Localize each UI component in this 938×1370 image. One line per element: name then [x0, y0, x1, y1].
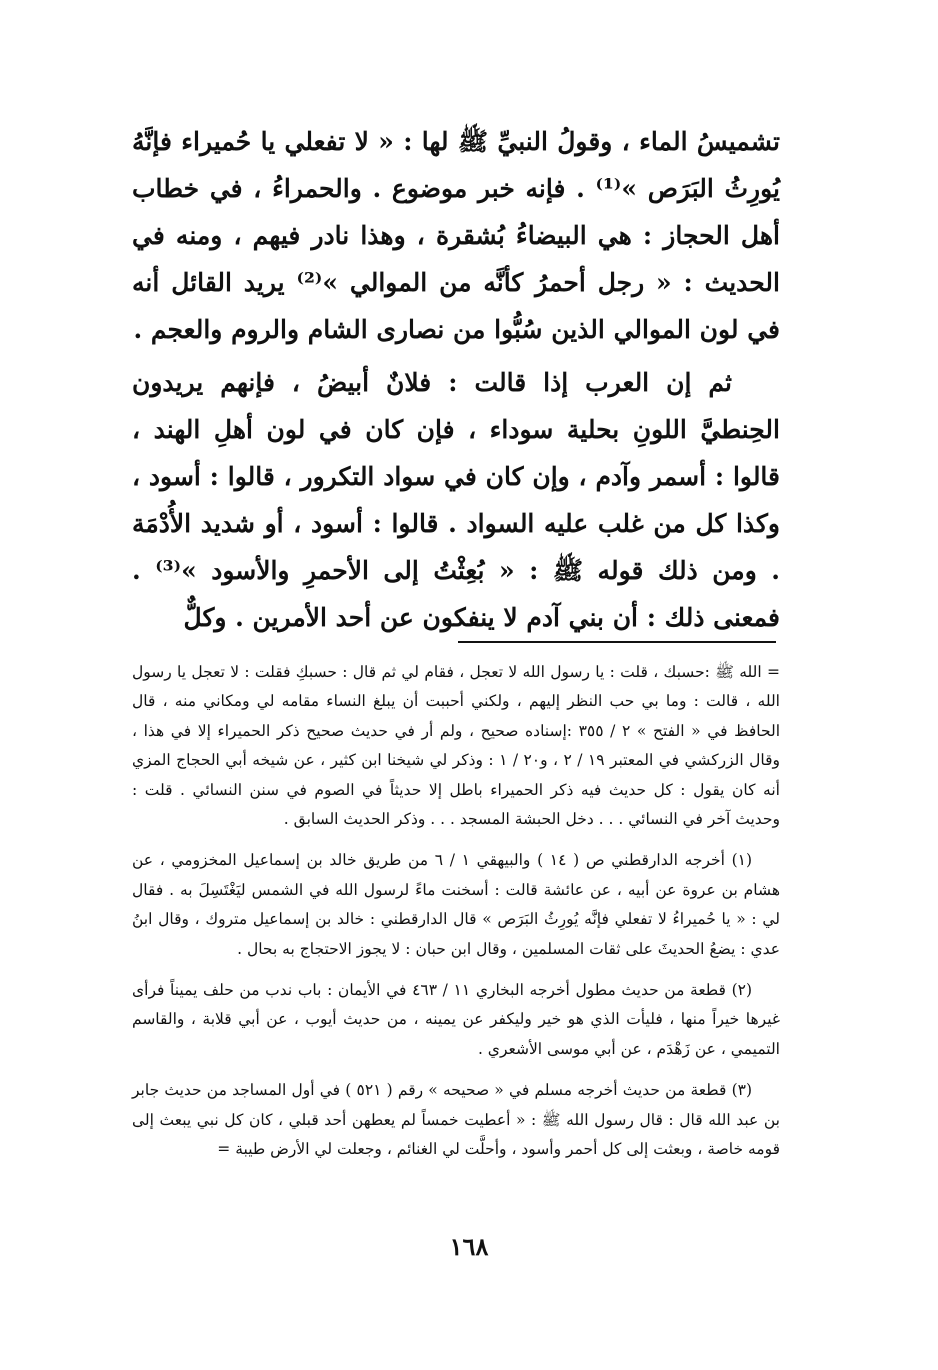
footnotes: [132, 658, 780, 1165]
footnote-2: (٢) قطعة من حديث مطول أخرجه البخاري ١١ / ٤٦٣ في الأيمان : باب ندب من حلف يميناً فرأى غيرها خيراً منها ، فليأت الذي هو خير وليكفر عن يمينه ، من حديث أيوب ، عن أبي قلابة ، والقاسم التميمي ، عن زَهْدَم ، عن أبي موسى الأشعري .: [132, 981, 780, 1058]
main-paragraph: تشميسُ الماء ، وقولُ النبيِّ ﷺ لها : « لا تفعلي يا حُميراء فإنَّهُ يُورِثُ البَرَص »⁽¹⁾ . فإنه خبر موضوع . والحمراءُ ، في خطاب أهل الحجاز : هي البيضاءُ بُشقرة ، وهذا نادر فيهم ، ومنه في الحديث : « رجل أحمرُ كأنَّه من الموالي »⁽²⁾ يريد القائل أنه في لون الموالي الذين سُبُّوا من نصارى الشام والروم والعجم .: [132, 127, 781, 344]
footnote-3: (٣) قطعة من حديث أخرجه مسلم في « صحيحه » رقم ( ٥٢١ ) في أول المساجد من حديث جابر بن عبد الله قال : قال رسول الله ﷺ : « أعطيت خمساً لم يعطهن أحد قبلي ، كان كل نبي يبعث إلى قومه خاصة ، وبعثت إلى كل أحمر وأسود ، وأحلَّت لي الغنائم ، وجعلت لي الأرض طيبة =: [132, 1081, 780, 1159]
footnote-continuation: = الله ﷺ :حسبك ، قلت : يا رسول الله لا تعجل ، فقام لي ثم قال : حسبكِ فقلت : لا تعجل يا رسول الله ، قالت : وما بي حب النظر إليهم ، ولكني أحببت أن يبلغ النساء مقامه لي ومكاني منه ، قال الحافظ في « الفتح » ٢ / ٣٥٥ :إسناده صحيح ، ولم أر في حديث صحيح ذكر الحميراء إلا في هذا ، وقال الزركشي في المعتبر ١٩ / ٢ ، و٢٠ / ١ : وذكر لي شيخنا ابن كثير ، عن شيخه أبي الحجاج المزي أنه كان يقول : كل حديث فيه ذكر الحميراء باطل إلا حديثاً في الصوم في سنن النسائي . قلت : وحديث آخر في النسائي . . . دخل الحبشة المسجد . . . وذكر الحديث السابق .: [132, 663, 781, 829]
main-text: [132, 118, 780, 641]
page-number: ١٦٨: [449, 1232, 489, 1261]
footnote-separator: [458, 641, 776, 643]
footnote-1: (١) أخرجه الدارقطني ص ( ١٤ ) والبيهقي ١ / ٦ من طريق خالد بن إسماعيل المخزومي ، عن هشام بن عروة عن أبيه ، عن عائشة قالت : أسخنت ماءً لرسول الله في الشمس ليَغْتَسِلَ به . فقال لي : « يا حُميراءُ لا تفعلي فإنَّه يُورِثُ البَرَص » قال الدارقطني : خالد بن إسماعيل متروك ، وقال ابنُ عدي : يضعُ الحديثَ على ثقات المسلمين ، وقال ابن حبان : لا يجوز الاحتجاج به بحال .: [132, 851, 781, 958]
main-paragraph: ثم إن العرب إذا قالت : فلانٌ أبيضُ ، فإنهم يريدون الحِنطيَّ اللونِ بحلية سوداء ، فإن كان في لون أهلِ الهند ، قالوا : أسمر وآدم ، وإن كان في سواد التكرور ، قالوا : أسود ، وكذا كل من غلب عليه السواد . قالوا : أسود ، أو شديد الأُدْمَة . ومن ذلك قوله ﷺ : « بُعِثْتُ إلى الأحمرِ والأسود »⁽³⁾ . فمعنى ذلك : أن بني آدم لا ينفكون عن أحد الأمرين . وكلٌّ: [132, 368, 780, 632]
